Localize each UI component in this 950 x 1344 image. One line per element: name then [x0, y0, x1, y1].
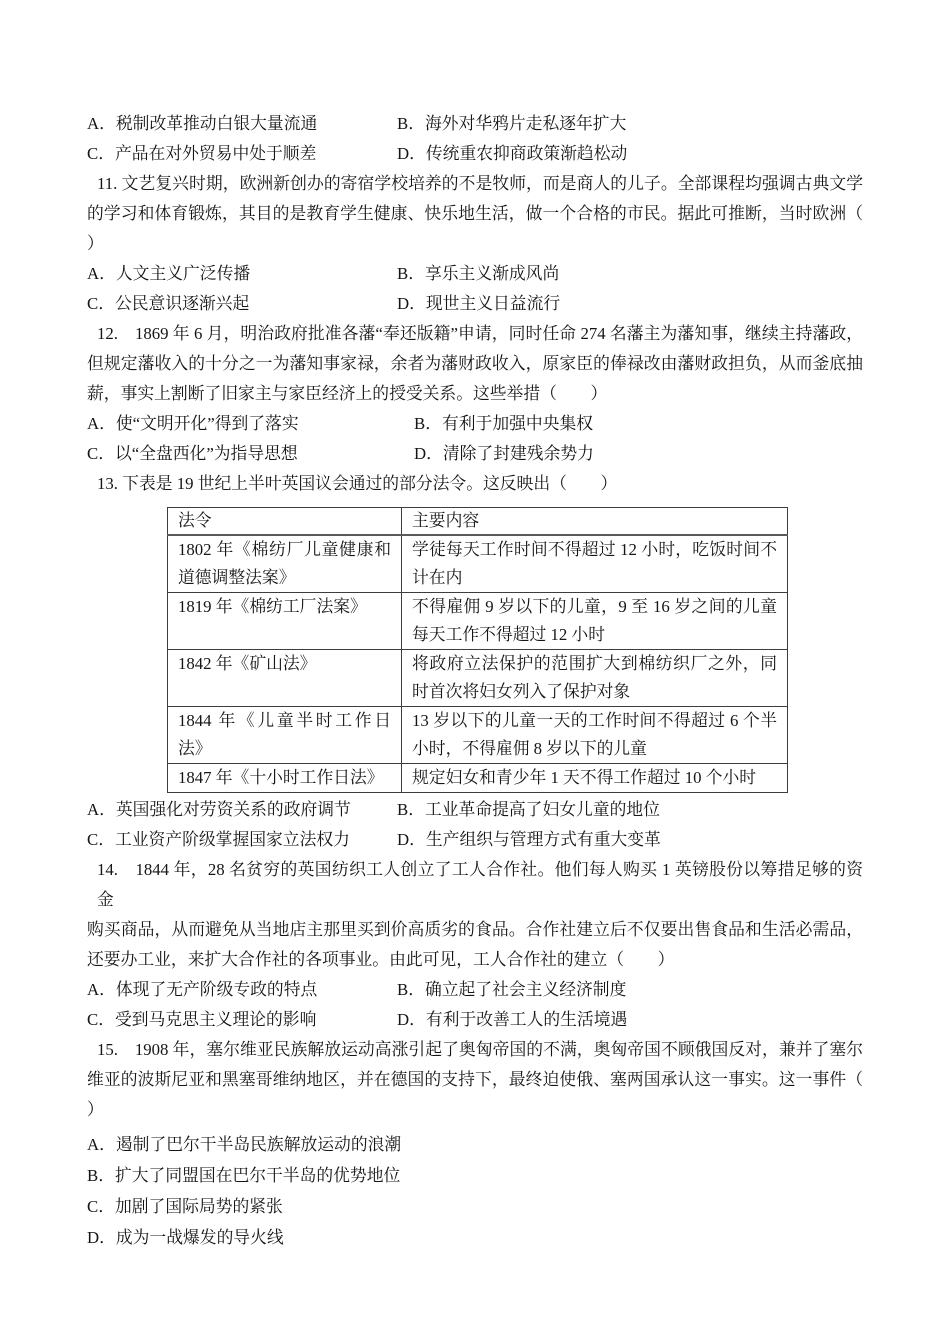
option-b: B．海外对华鸦片走私逐年扩大 — [397, 114, 627, 133]
option-row — [87, 825, 863, 855]
option-c: C．工业资产阶级掌握国家立法权力 — [87, 830, 350, 849]
option-row — [87, 259, 863, 289]
table-row — [168, 764, 788, 793]
question-15 — [87, 1035, 863, 1253]
table-row — [168, 535, 788, 593]
content-cell: 13 岁以下的儿童一天的工作时间不得超过 6 个半 小时，不得雇佣 8 岁以下的儿童 — [402, 707, 788, 764]
option-b: B．享乐主义渐成风尚 — [397, 264, 560, 283]
option-d: D．清除了封建残余势力 — [414, 444, 594, 463]
option-c: C．以“全盘西化”为指导思想 — [87, 444, 298, 463]
option-row — [87, 109, 863, 139]
table-row — [168, 707, 788, 764]
stem-line: 的学习和体育锻炼，其目的是教育学生健康、快乐地生活，做一个合格的市民。据此可推断，当时欧洲（ — [87, 204, 863, 223]
option-d: D．成为一战爆发的导火线 — [87, 1228, 284, 1247]
option-row — [87, 139, 863, 169]
option-c: C．产品在对外贸易中处于顺差 — [87, 144, 317, 163]
law-cell: 1842 年《矿山法》 — [168, 650, 402, 707]
stem-line: 购买商品，从而避免从当地店主那里买到价高质劣的食品。合作社建立后不仅要出售食品和生活必需品， — [87, 920, 863, 939]
stem-line: 薪，事实上割断了旧家主与家臣经济上的授受关系。这些举措（ ） — [87, 384, 608, 403]
column-header-content: 主要内容 — [402, 508, 788, 536]
option-a: A．税制改革推动白银大量流通 — [87, 114, 318, 133]
stem-line: 14. 1844 年，28 名贫穷的英国纺织工人创立了工人合作社。他们每人购买 1 英镑股份以筹措足够的资金 — [97, 860, 863, 909]
law-cell: 1802 年《棉纺厂儿童健康和 道德调整法案》 — [168, 535, 402, 593]
content-cell: 不得雇佣 9 岁以下的儿童，9 至 16 岁之间的儿童 每天工作不得超过 12 小时 — [402, 593, 788, 650]
option-c: C．公民意识逐渐兴起 — [87, 294, 250, 313]
content-cell: 将政府立法保护的范围扩大到棉纺织厂之外，同 时首次将妇女列入了保护对象 — [402, 650, 788, 707]
stem-line: 还要办工业，来扩大合作社的各项事业。由此可见，工人合作社的建立（ ） — [87, 950, 675, 969]
option-row — [87, 289, 863, 319]
option-a: A．遏制了巴尔干半岛民族解放运动的浪潮 — [87, 1135, 402, 1154]
option-b: B．工业革命提高了妇女儿童的地位 — [397, 800, 660, 819]
option-d: D．生产组织与管理方式有重大变革 — [397, 830, 661, 849]
column-header-law: 法令 — [168, 508, 402, 536]
law-cell: 1844 年《儿童半时工作日 法》 — [168, 707, 402, 764]
option-d: D．现世主义日益流行 — [397, 294, 561, 313]
stem-line: 13. 下表是 19 世纪上半叶英国议会通过的部分法令。这反映出（ ） — [97, 474, 618, 493]
option-c: C．加剧了国际局势的紧张 — [87, 1197, 283, 1216]
option-row — [87, 795, 863, 825]
stem-line: 维亚的波斯尼亚和黑塞哥维纳地区，并在德国的支持下，最终迫使俄、塞两国承认这一事实。这一事件（ — [87, 1070, 863, 1089]
option-b: B．确立起了社会主义经济制度 — [397, 980, 627, 999]
content-cell: 学徒每天工作时间不得超过 12 小时，吃饭时间不 计在内 — [402, 535, 788, 593]
option-row — [87, 409, 863, 439]
content-cell: 规定妇女和青少年 1 天不得工作超过 10 个小时 — [402, 764, 788, 793]
question-12 — [87, 319, 863, 469]
question-13 — [87, 469, 863, 855]
option-b: B．有利于加强中央集权 — [414, 414, 594, 433]
option-c: C．受到马克思主义理论的影响 — [87, 1010, 317, 1029]
question-15-options — [87, 1129, 863, 1253]
option-a: A．英国强化对劳资关系的政府调节 — [87, 800, 351, 819]
question-10-options — [87, 109, 863, 169]
question-11 — [87, 169, 863, 319]
option-b: B．扩大了同盟国在巴尔干半岛的优势地位 — [87, 1166, 401, 1185]
option-row — [87, 975, 863, 1005]
table-row — [168, 593, 788, 650]
option-a: A．人文主义广泛传播 — [87, 264, 251, 283]
stem-line: 但规定藩收入的十分之一为藩知事家禄，余者为藩财政收入，原家臣的俸禄改由藩财政担负，从而釜底抽 — [87, 354, 863, 373]
legislation-table — [167, 507, 788, 793]
stem-line: 15. 1908 年，塞尔维亚民族解放运动高涨引起了奥匈帝国的不满，奥匈帝国不顾俄国反对，兼并了塞尔 — [97, 1040, 863, 1059]
option-row — [87, 1005, 863, 1035]
stem-line: ） — [87, 234, 104, 253]
law-cell: 1847 年《十小时工作日法》 — [168, 764, 402, 793]
stem-line: 11. 文艺复兴时期，欧洲新创办的寄宿学校培养的不是牧师，而是商人的儿子。全部课程均强调古典文学 — [97, 174, 863, 193]
option-row — [87, 439, 863, 469]
option-d: D．传统重农抑商政策渐趋松动 — [397, 144, 628, 163]
table-row — [168, 650, 788, 707]
law-cell: 1819 年《棉纺工厂法案》 — [168, 593, 402, 650]
option-d: D．有利于改善工人的生活境遇 — [397, 1010, 628, 1029]
option-a: A．体现了无产阶级专政的特点 — [87, 980, 318, 999]
stem-line: 12. 1869 年 6 月，明治政府批准各藩“奉还版籍”申请，同时任命 274 名藩主为藩知事，继续主持藩政， — [97, 324, 863, 343]
question-14 — [87, 855, 863, 1035]
stem-line: ） — [87, 1100, 104, 1119]
table-header-row — [168, 508, 788, 536]
option-a: A．使“文明开化”得到了落实 — [87, 414, 299, 433]
